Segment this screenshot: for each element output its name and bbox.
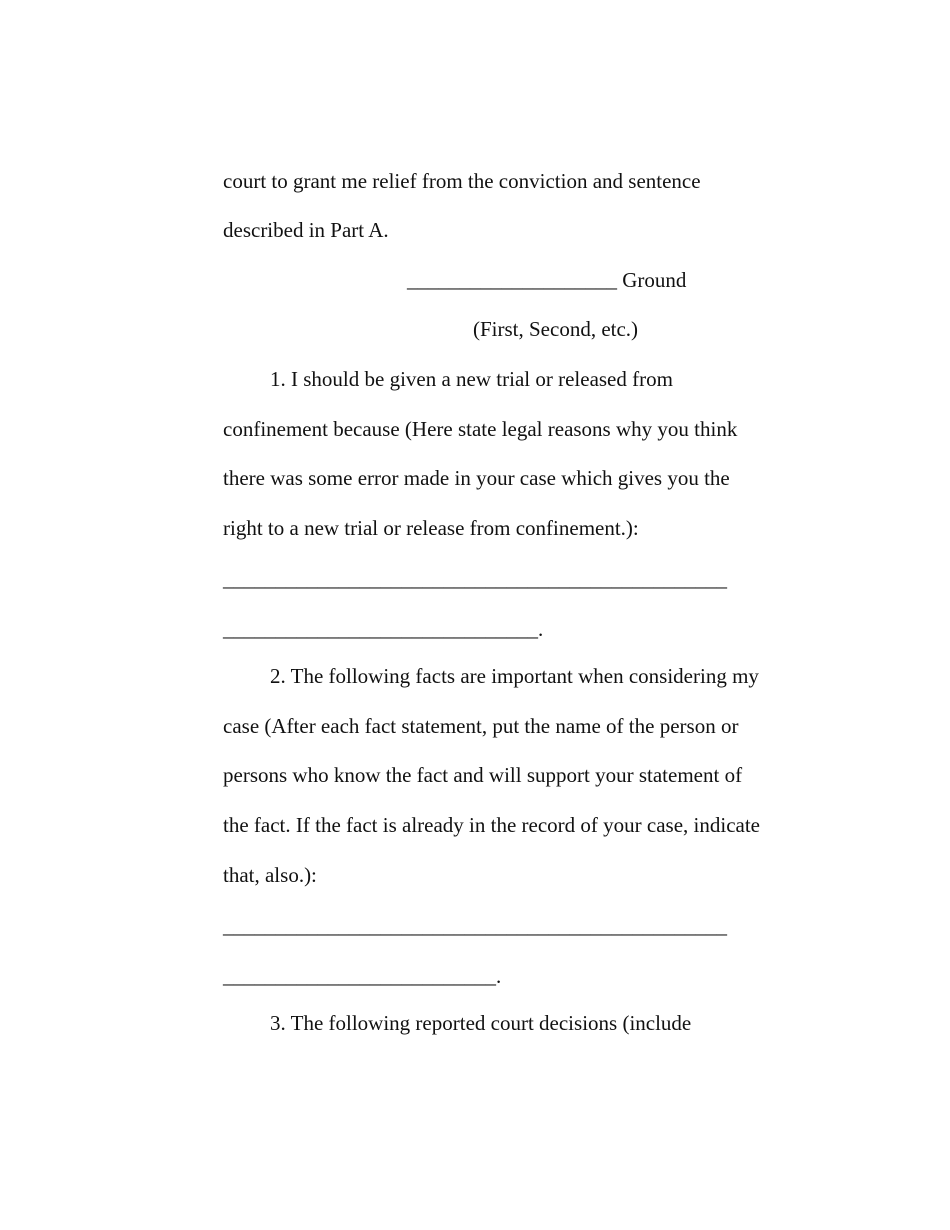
item-1-text-line: 1. I should be given a new trial or released from xyxy=(270,367,673,391)
ground-heading: ____________________ Ground xyxy=(407,268,687,292)
item-3-text-line: 3. The following reported court decisions (include xyxy=(270,1011,692,1035)
item-2-text-line: the fact. If the fact is already in the record of your case, indicate xyxy=(223,813,760,837)
item-1-text-line: confinement because (Here state legal reasons why you think xyxy=(223,417,738,441)
intro-text-line: described in Part A. xyxy=(223,218,389,242)
item-2-text-line: 2. The following facts are important when considering my xyxy=(270,664,759,688)
item-1-text-line: right to a new trial or release from confinement.): xyxy=(223,516,639,540)
item-2-answer-blank: ________________________________________________ xyxy=(223,914,727,938)
intro-text-line: court to grant me relief from the conviction and sentence xyxy=(223,169,701,193)
item-2-text-line: case (After each fact statement, put the name of the person or xyxy=(223,714,739,738)
item-1-answer-blank: ______________________________. xyxy=(223,617,544,641)
ground-subheading: (First, Second, etc.) xyxy=(473,317,639,341)
item-2-text-line: that, also.): xyxy=(223,863,317,887)
item-1-text-line: there was some error made in your case which gives you the xyxy=(223,466,730,490)
item-1-answer-blank: ________________________________________________ xyxy=(223,567,727,591)
item-2-text-line: persons who know the fact and will support your statement of xyxy=(223,763,743,787)
item-2-answer-blank: __________________________. xyxy=(223,964,502,988)
